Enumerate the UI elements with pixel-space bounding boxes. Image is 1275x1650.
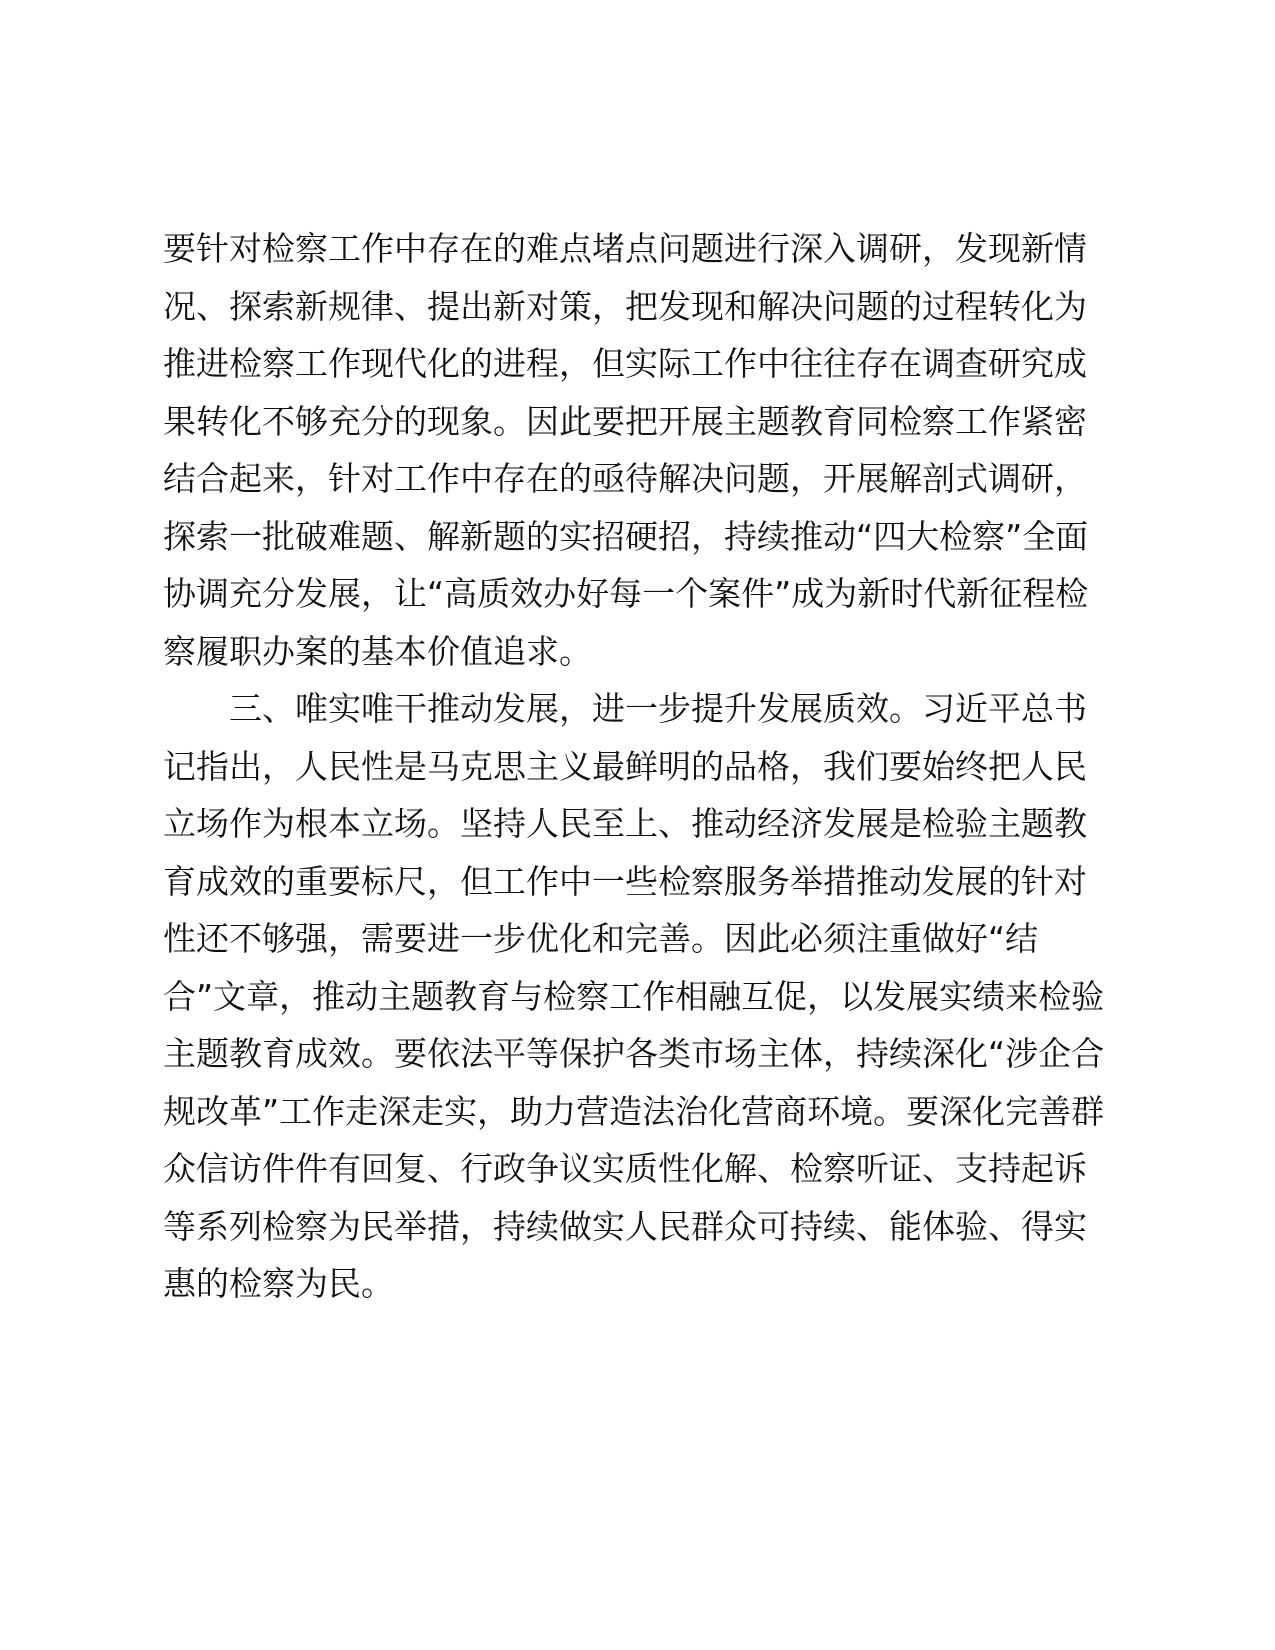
- text-line: 惠的检察为民。: [163, 1264, 394, 1303]
- text-line: 等系列检察为民举措，持续做实人民群众可持续、能体验、得实: [163, 1206, 1087, 1246]
- section-heading-line: 三、唯实唯干推动发展，进一步提升发展质效。习近平总书: [163, 689, 1087, 728]
- text-line: 察履职办案的基本价值追求。: [163, 631, 592, 671]
- text-line: 推进检察工作现代化的进程，但实际工作中往往存在调查研究成: [163, 344, 1087, 383]
- text-line: 众信访件件有回复、行政争议实质性化解、检察听证、支持起诉: [163, 1149, 1087, 1188]
- text-line: 性还不够强，需要进一步优化和完善。因此必须注重做好“结: [163, 919, 1039, 958]
- text-line: 育成效的重要标尺，但工作中一些检察服务举措推动发展的针对: [163, 861, 1087, 901]
- text-line: 合”文章，推动主题教育与检察工作相融互促，以发展实绩来检验: [163, 976, 1105, 1016]
- text-line: 记指出，人民性是马克思主义最鲜明的品格，我们要始终把人民: [163, 746, 1087, 786]
- text-line: 立场作为根本立场。坚持人民至上、推动经济发展是检验主题教: [163, 804, 1087, 843]
- text-line: 要针对检察工作中存在的难点堵点问题进行深入调研，发现新情: [163, 229, 1087, 268]
- text-line: 协调充分发展，让“高质效办好每一个案件”成为新时代新征程检: [163, 574, 1089, 613]
- text-line: 况、探索新规律、提出新对策，把发现和解决问题的过程转化为: [163, 286, 1087, 326]
- text-line: 主题教育成效。要依法平等保护各类市场主体，持续深化“涉企合: [163, 1034, 1105, 1073]
- text-line: 探索一批破难题、解新题的实招硬招，持续推动“四大检察”全面: [163, 516, 1089, 556]
- body-text: [163, 220, 1113, 1313]
- text-line: 结合起来，针对工作中存在的亟待解决问题，开展解剖式调研，: [163, 459, 1087, 498]
- text-line: 规改革”工作走深走实，助力营造法治化营商环境。要深化完善群: [163, 1091, 1105, 1131]
- text-line: 果转化不够充分的现象。因此要把开展主题教育同检察工作紧密: [163, 401, 1087, 441]
